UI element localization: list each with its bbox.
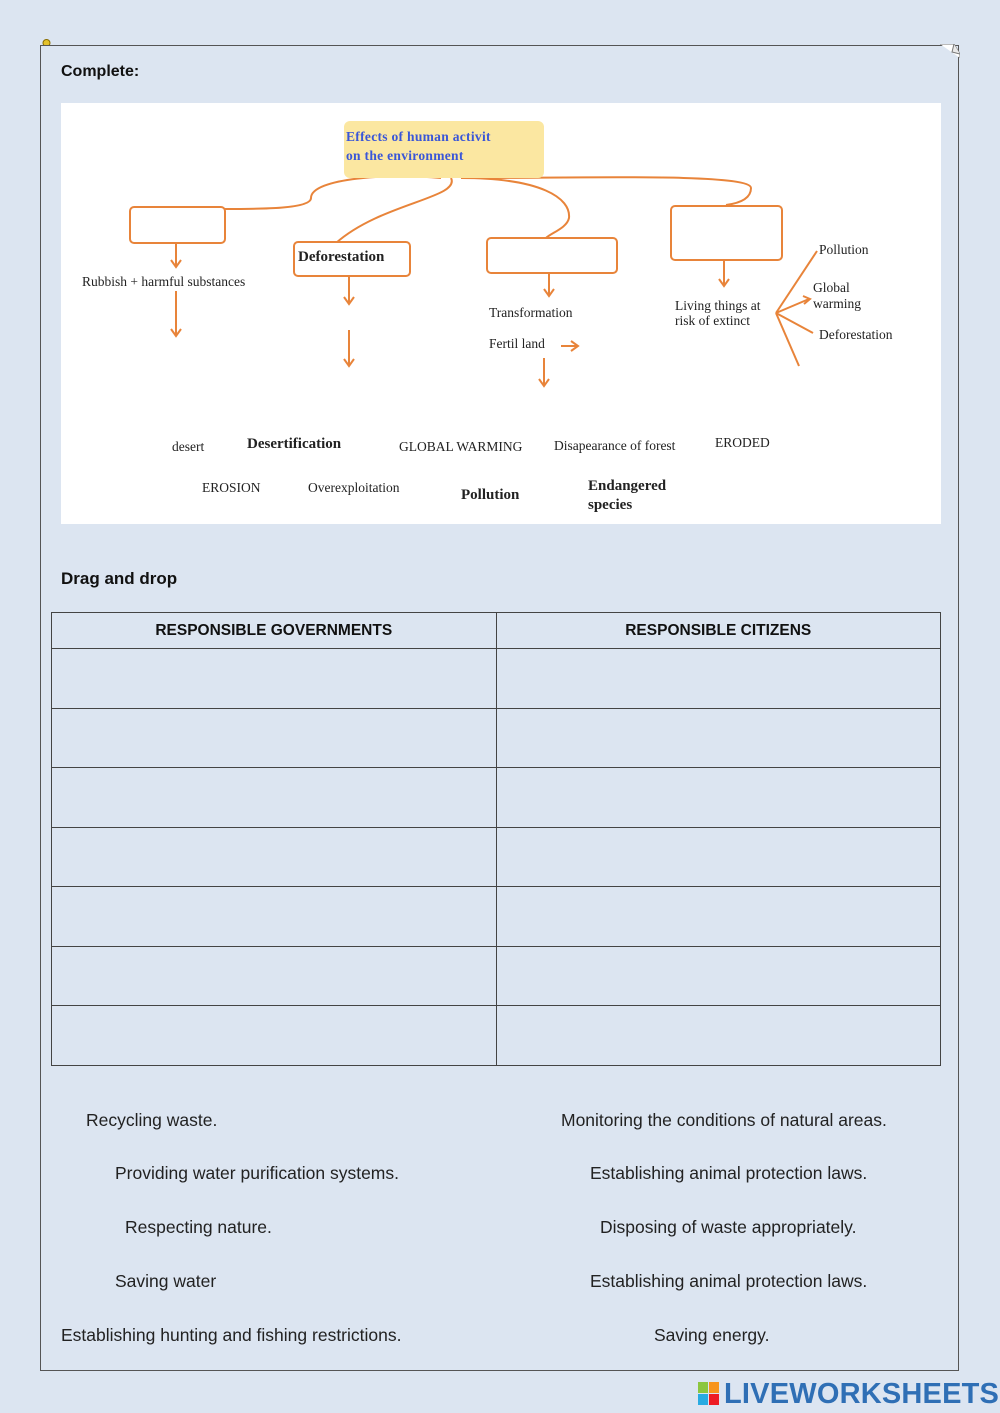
header-governments: RESPONSIBLE GOVERNMENTS — [52, 613, 497, 649]
word-desertification[interactable]: Desertification — [247, 436, 342, 452]
concept-map — [61, 103, 941, 524]
empty-box-1[interactable] — [129, 206, 226, 244]
option-animal-protection-laws-2[interactable]: Establishing animal protection laws. — [590, 1271, 868, 1291]
diagram-title-line2: on the environment — [346, 148, 464, 163]
drag-drop-heading: Drag and drop — [61, 569, 178, 588]
deforestation-box-label: Deforestation — [298, 249, 385, 265]
table-row — [52, 827, 941, 887]
option-saving-energy[interactable]: Saving energy. — [654, 1325, 770, 1345]
logo-text: LIVEWORKSHEETS — [724, 1377, 1000, 1410]
empty-box-3[interactable] — [486, 237, 618, 274]
option-recycling-waste[interactable]: Recycling waste. — [86, 1110, 218, 1130]
word-desert[interactable]: desert — [172, 439, 205, 454]
page-fold-icon — [940, 44, 960, 58]
table-row — [52, 649, 941, 709]
empty-box-4[interactable] — [670, 205, 783, 261]
table-row — [52, 768, 941, 828]
fertil-land-text: Fertil land — [489, 336, 545, 351]
branch-global-line1: Global — [813, 280, 850, 295]
table-row — [52, 708, 941, 768]
drop-cell-governments[interactable] — [52, 827, 497, 887]
option-disposing-waste[interactable]: Disposing of waste appropriately. — [600, 1217, 857, 1237]
option-respecting-nature[interactable]: Respecting nature. — [125, 1217, 272, 1237]
branch-global-line2: warming — [813, 296, 861, 311]
responsibility-table — [51, 612, 941, 1066]
word-erosion[interactable]: EROSION — [202, 480, 261, 495]
drop-cell-governments[interactable] — [52, 649, 497, 709]
option-water-purification[interactable]: Providing water purification systems. — [115, 1163, 399, 1183]
diagram-title-line1: Effects of human activit — [346, 129, 491, 144]
drop-cell-citizens[interactable] — [496, 649, 941, 709]
header-citizens: RESPONSIBLE CITIZENS — [496, 613, 941, 649]
table-row — [52, 946, 941, 1006]
drop-cell-citizens[interactable] — [496, 887, 941, 947]
drop-cell-governments[interactable] — [52, 946, 497, 1006]
drop-cell-governments[interactable] — [52, 1006, 497, 1066]
word-global-warming[interactable]: GLOBAL WARMING — [399, 439, 523, 454]
living-things-line2: risk of extinct — [675, 313, 750, 328]
drop-cell-citizens[interactable] — [496, 768, 941, 828]
option-saving-water[interactable]: Saving water — [115, 1271, 217, 1291]
transformation-text: Transformation — [489, 305, 573, 320]
word-disappearance-of-forest[interactable]: Disapearance of forest — [554, 438, 676, 453]
drop-cell-governments[interactable] — [52, 708, 497, 768]
word-overexploitation[interactable]: Overexploitation — [308, 480, 400, 495]
word-pollution[interactable]: Pollution — [461, 487, 520, 503]
word-species[interactable]: species — [588, 497, 633, 513]
drop-cell-governments[interactable] — [52, 887, 497, 947]
table-header-row — [52, 613, 941, 649]
rubbish-text: Rubbish + harmful substances — [82, 274, 246, 289]
table-row — [52, 887, 941, 947]
logo-mark-icon — [698, 1382, 720, 1406]
drop-cell-citizens[interactable] — [496, 946, 941, 1006]
option-hunting-restrictions[interactable]: Establishing hunting and fishing restrictions. — [61, 1325, 402, 1345]
word-eroded[interactable]: ERODED — [715, 435, 770, 450]
drop-cell-citizens[interactable] — [496, 827, 941, 887]
diagram-title-box — [344, 121, 544, 178]
table-row — [52, 1006, 941, 1066]
drop-cell-citizens[interactable] — [496, 708, 941, 768]
deforestation-box — [293, 241, 411, 277]
option-animal-protection-laws[interactable]: Establishing animal protection laws. — [590, 1163, 868, 1183]
living-things-line1: Living things at — [675, 298, 761, 313]
word-endangered[interactable]: Endangered — [588, 478, 667, 494]
complete-heading: Complete: — [61, 63, 140, 80]
drop-cell-governments[interactable] — [52, 768, 497, 828]
drop-cell-citizens[interactable] — [496, 1006, 941, 1066]
branch-pollution: Pollution — [819, 242, 869, 257]
option-monitoring-natural-areas[interactable]: Monitoring the conditions of natural areas. — [561, 1110, 887, 1130]
branch-deforestation: Deforestation — [819, 327, 893, 342]
liveworksheets-logo — [698, 1378, 999, 1410]
